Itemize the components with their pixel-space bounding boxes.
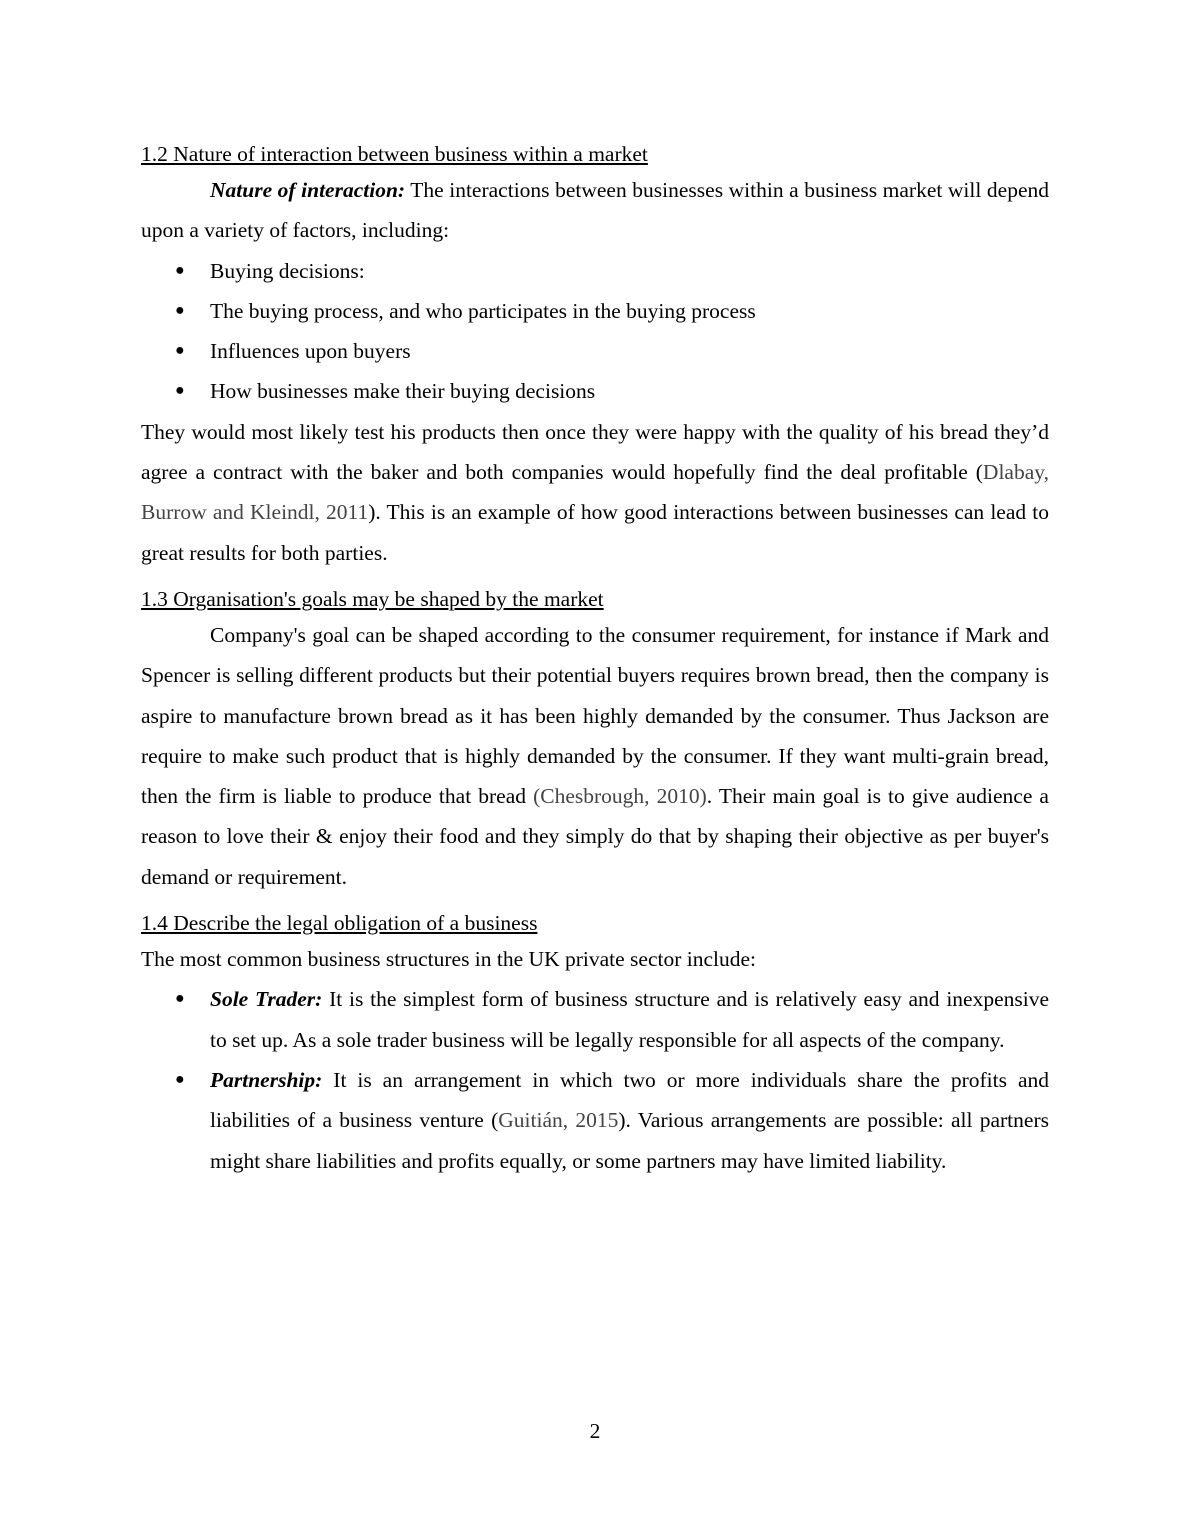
list-item: ● The buying process, and who participates in the buying process <box>141 291 1049 331</box>
bullet-icon: ● <box>175 301 185 319</box>
list-item: ● Buying decisions: <box>141 251 1049 291</box>
bullet-icon: ● <box>175 990 185 1008</box>
citation: (Chesbrough, 2010) <box>533 784 707 809</box>
page-number: 2 <box>589 1419 601 1443</box>
bullet-icon: ● <box>175 261 185 279</box>
bullet-icon: ● <box>175 382 185 400</box>
list-item: ● How businesses make their buying decisions <box>141 371 1049 411</box>
bullet-icon: ● <box>175 342 185 360</box>
nature-of-interaction-paragraph <box>141 170 1049 251</box>
nature-of-interaction-label: Nature of interaction: <box>210 178 406 202</box>
goals-paragraph: Company's goal can be shaped according to the consumer requirement, for instance if Mark and Spencer is selling different products but their potential buyers requires brown bread, then the company is aspire to manufacture brown bread as it has been highly demanded by the consumer. Thus Jackson are require to make such product that is highly demanded by the consumer. If they want multi-grain bread, then the firm is liable to produce that bread (Chesbrough, 2010). Their main goal is to give audience a reason to love their & enjoy their food and they simply do that by shaping their objective as per buyer's demand or requirement. <box>141 622 1049 889</box>
section-heading-1-4: 1.4 Describe the legal obligation of a business <box>141 911 538 936</box>
citation: Dlabay, Burrow and Kleindl, 2011 <box>141 460 1049 525</box>
bullet-icon: ● <box>175 1070 185 1088</box>
factors-bullet-list <box>141 251 1049 412</box>
page-content <box>141 138 1049 1181</box>
business-structures-list <box>141 979 1049 1180</box>
list-item-sole-trader: ● Sole Trader: It is the simplest form of business structure and is relatively easy and inexpensive to set up. As a sole trader business will be legally responsible for all aspects of the company. <box>141 979 1049 1060</box>
citation: Guitián, 2015 <box>498 1108 619 1133</box>
section-heading-1-3: 1.3 Organisation's goals may be shaped by the market <box>141 586 604 611</box>
sole-trader-label: Sole Trader: <box>210 987 323 1012</box>
business-structures-intro: The most common business structures in the UK private sector include: <box>141 947 757 972</box>
section-heading-1-2: 1.2 Nature of interaction between business within a market <box>141 142 648 166</box>
partnership-label: Partnership: <box>210 1067 323 1092</box>
interaction-example-paragraph: They would most likely test his products then once they were happy with the quality of his bread they’d agree a contract with the baker and both companies would hopefully find the deal profitable (Dlabay, Burrow and Kleindl, 2011). This is an example of how good interactions between businesses can lead to great results for both parties. <box>141 419 1050 565</box>
list-item-partnership: ● Partnership: It is an arrangement in which two or more individuals share the profits and liabilities of a business venture (Guitián, 2015). Various arrangements are possible: all partners might share liabilities and profits equally, or some partners may have limited liability. <box>141 1060 1049 1181</box>
list-item: ● Influences upon buyers <box>141 331 1049 371</box>
nature-of-interaction-text: The interactions between businesses within a business market will depend upon a variety of factors, including: <box>141 178 1049 243</box>
